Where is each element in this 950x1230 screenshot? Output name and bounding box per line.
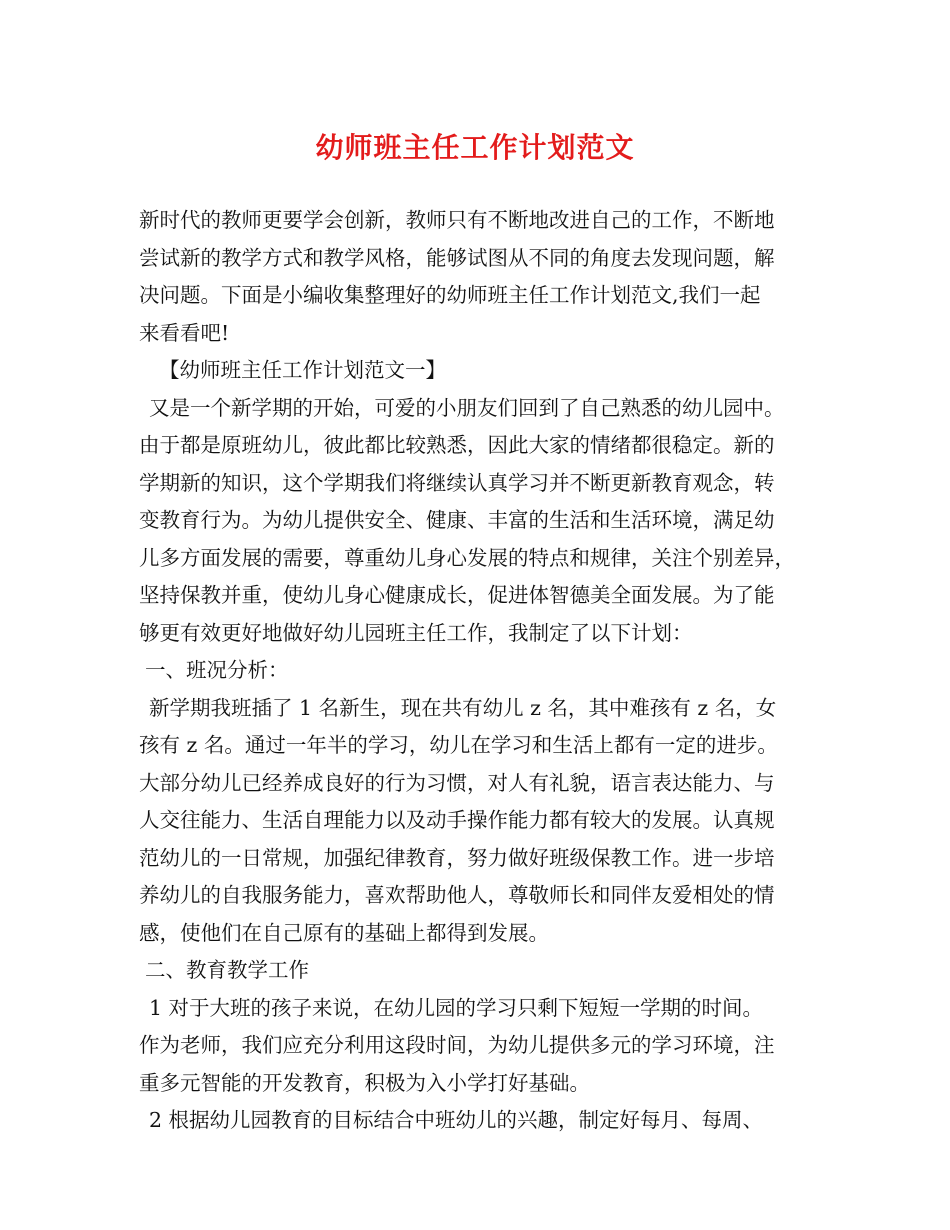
paragraph-line: 尝试新的教学方式和教学风格，能够试图从不同的角度去发现问题，解: [139, 245, 775, 270]
paragraph-line: 坚持保教并重，使幼儿身心健康成长，促进体智德美全面发展。为了能: [139, 583, 775, 607]
paragraph-line: 人交往能力、生活自理能力以及动手操作能力都有较大的发展。认真规: [139, 808, 775, 832]
document-body: [139, 202, 819, 1140]
paragraph-line: 来看看吧!: [139, 320, 230, 345]
paragraph-line: 范幼儿的一日常规，加强纪律教育，努力做好班级保教工作。进一步培: [139, 845, 775, 870]
paragraph-line: 又是一个新学期的开始，可爱的小朋友们回到了自己熟悉的幼儿园中。: [149, 395, 785, 420]
document-title: 幼师班主任工作计划范文: [315, 131, 635, 164]
paragraph-line: 儿多方面发展的需要，尊重幼儿身心发展的特点和规律，关注个别差异，: [139, 545, 795, 570]
paragraph-line: 1 对于大班的孩子来说，在幼儿园的学习只剩下短短一学期的时间。: [149, 995, 764, 1020]
paragraph-line: 新时代的教师更要学会创新，教师只有不断地改进自己的工作，不断地: [139, 208, 775, 232]
paragraph-line: 感，使他们在自己原有的基础上都得到发展。: [139, 920, 549, 945]
section-heading: 一、班况分析：: [145, 658, 289, 682]
paragraph-line: 由于都是原班幼儿，彼此都比较熟悉，因此大家的情绪都很稳定。新的: [139, 433, 775, 457]
paragraph-line: 新学期我班插了 1 名新生，现在共有幼儿 z 名，其中难孩有 z 名，女: [149, 695, 777, 720]
paragraph-line: 大部分幼儿已经养成良好的行为习惯，对人有礼貌，语言表达能力、与: [139, 770, 775, 795]
section-heading: 二、教育教学工作: [145, 958, 309, 982]
paragraph-line: 作为老师，我们应充分利用这段时间，为幼儿提供多元的学习环境，注: [139, 1033, 775, 1057]
paragraph-line: 变教育行为。为幼儿提供安全、健康、丰富的生活和生活环境，满足幼: [139, 508, 775, 532]
paragraph-line: 重多元智能的开发教育，积极为入小学打好基础。: [139, 1070, 590, 1095]
paragraph-line: 决问题。下面是小编收集整理好的幼师班主任工作计划范文,我们一起: [139, 283, 761, 307]
paragraph-line: 够更有效更好地做好幼儿园班主任工作，我制定了以下计划：: [139, 620, 693, 645]
paragraph-line: 2 根据幼儿园教育的目标结合中班幼儿的兴趣，制定好每月、每周、: [149, 1108, 764, 1132]
paragraph-line: 孩有 z 名。通过一年半的学习，幼儿在学习和生活上都有一定的进步。: [139, 733, 778, 757]
paragraph-line: 养幼儿的自我服务能力，喜欢帮助他人，尊敬师长和同伴友爱相处的情: [139, 883, 775, 907]
section-heading: 【幼师班主任工作计划范文一】: [159, 358, 446, 382]
paragraph-line: 学期新的知识，这个学期我们将继续认真学习并不断更新教育观念，转: [139, 470, 775, 495]
